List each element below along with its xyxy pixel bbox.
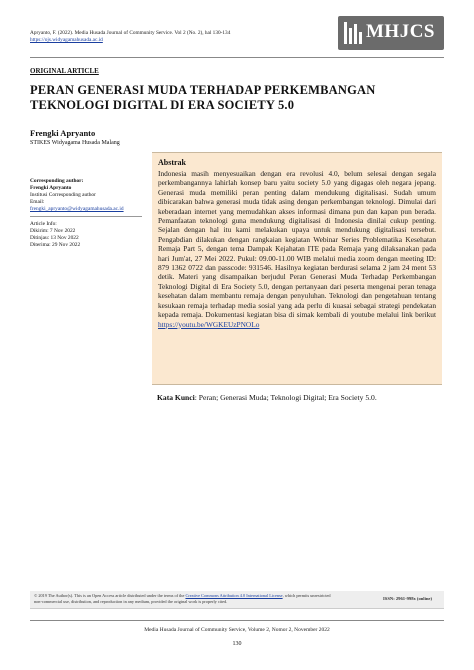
article-sidebar: [30, 178, 148, 249]
keywords: [157, 393, 377, 402]
corresponding-name: Frengki Apryanto: [30, 185, 72, 191]
author-affiliation: STIKES Widyagama Husada Malang: [30, 140, 120, 146]
youtube-link[interactable]: https://youtu.be/WGKEUzPNOLo: [158, 319, 260, 329]
sidebar-divider: [30, 216, 142, 217]
issn-label: ISSN: 2961-998x (online): [382, 596, 432, 601]
email-label: Email:: [30, 199, 45, 205]
license-text: [34, 593, 334, 604]
page-number: 130: [232, 641, 242, 647]
keywords-text: : Peran; Generasi Muda; Teknologi Digital; Era Society 5.0.: [194, 393, 377, 402]
article-type-label: ORIGINAL ARTICLE: [30, 67, 99, 75]
institution-label: Institusi Corresponding author: [30, 192, 96, 198]
author-name: Frengki Apryanto: [30, 128, 96, 138]
keywords-label: Kata Kunci: [157, 393, 195, 402]
license-prefix: © 2019 The Author(s). This is an Open Access article distributed under the terms of the: [34, 593, 185, 598]
article-title: PERAN GENERASI MUDA TERHADAP PERKEMBANGAN TEKNOLOGI DIGITAL DI ERA SOCIETY 5.0: [30, 83, 376, 112]
logo-bars-icon: [344, 22, 362, 44]
abstract-body: [158, 169, 436, 329]
corresponding-heading: Corresponding author:: [30, 178, 84, 184]
date-accepted: Diterima: 29 Nov 2022: [30, 242, 81, 248]
citation-text: Apryanto, F. (2022). Media Husada Journal of Community Service. Vol 2 (No. 2), hal 130-134: [30, 30, 231, 36]
cc-license-link[interactable]: Creative Commons Attribution 4.0 International License: [185, 593, 283, 598]
license-suffix: , which permits unrestricted non-commercial use, distribution, and reproduction in any medium, provided the original work is properly cited.: [34, 593, 331, 604]
logo-text: MHJCS: [366, 21, 435, 42]
header-citation: [30, 30, 230, 44]
article-info-heading: Article Info:: [30, 221, 57, 227]
abstract-heading: Abstrak: [158, 158, 187, 167]
journal-url-link[interactable]: https://ojs.widyagamahusada.ac.id: [30, 37, 103, 43]
license-bar: [30, 591, 444, 609]
date-submitted: Dikirim: 7 Nov 2022: [30, 228, 76, 234]
abstract-box: [152, 152, 442, 385]
abstract-text: Indonesia masih menyesuaikan dengan era revolusi 4.0, belum selesai dengan segala perkembangannya lahirlah konsep baru yaitu society 5.0 yang digagas oleh negara jepang. Generasi muda memiliki peran penting dalam mendukung digitalisasi. Sudah umum dibicarakan bahwa generasi muda tidak asing dengan perkembangan teknologi. Dimulai dari keberadaan internet yang memudahkan akses informasi dimana pun dan kapan pun berada. Pemanfaatan teknologi guna mendukung digitalisasi di Indonesia dinilai cukup penting. Sejalan dengan hal itu kami melakukan upaya untuk mendukung digitalisasi tersebut. Pengabdian dilakukan dengan rangkaian kegiatan Webinar Series Problematika Kesehatan Remaja Part 5, dengan tema Dampak Kejahatan ITE pada Remaja yang dilaksanakan pada hari Jum'at, 27 Mei 2022. Pukul: 09.00-11.00 WIB melalui media zoom dengan meeting ID: 879 1362 0722 dan passcode: 931546. Hasilnya kegiatan berdurasi selama 2 jam 24 ment 53 detik. Materi yang disampaikan berjudul Peran Generasi Muda Terhadap Perkembangan Teknologi Digital di Era Society 5.0, dengan pertanyaan dari peserta mengenai peran tenaga kesehatan dalam membantu remaja dengan penyuluhan. Teknologi dan pengetahuan tentang kesukaan remaja terhadap media sosial yang ada perlu di kuasai sebagai strategi pendekatan kepada remaja. Dokumentasi kegiatan bisa di simak kembali di youtube melalui link berikut: [158, 169, 436, 320]
email-link[interactable]: frengki_apryanto@widyagamahusada.ac.id: [30, 206, 124, 212]
header-divider: [30, 57, 444, 58]
date-reviewed: Ditinjau: 13 Nov 2022: [30, 235, 79, 241]
footer-divider: [30, 620, 444, 621]
footer-journal: Media Husada Journal of Community Service, Volume 2, Nomor 2, November 2022: [144, 627, 330, 633]
journal-logo: [338, 16, 444, 50]
